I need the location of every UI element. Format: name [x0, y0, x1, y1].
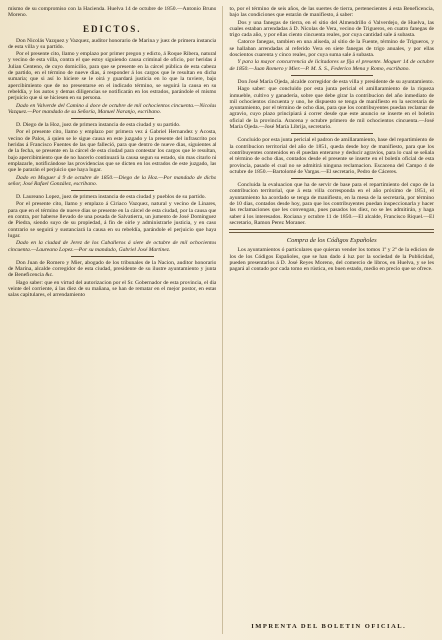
edict-4-body: Hago saber: que en virtud del autorizacion por el Sr. Gobernador de esta provincia, el dia veinte del corriente, á las diez de su mañana, se han de rematar en el mejor postor, en estas salas capitulares, el arrendamiento: [8, 279, 217, 299]
edict-2-signature: Dado en Moguer á 9 de octubre de 1850.—Diego de la Hoz.—Por mandado de dicho señor, José Rafael González, escribano.: [8, 174, 217, 187]
left-column: [8, 6, 216, 634]
divider: [291, 178, 373, 179]
edict-2-header: D. Diego de la Hoz, juez de primera instancia de esta ciudad y su partido.: [16, 122, 181, 129]
divider: [71, 190, 154, 191]
auction-lot-2: Catorce fanegas, tambien en una aliseda, al sitio de la Fuente, término de Trigueros, y se hallaban arrendadas al referido Vera en siete fanegas de trigo anuales, y por ellas doscientos cuarenta y cinco reales, por cuya suma sale á subasta.: [229, 39, 434, 59]
edict-1-body: Por el presente cito, llamo y emplazo por primer pregon y edicto, á Roque Ribera, natural y vecino de esta villa, contra el que estoy siguiendo causa criminal de oficio, por heridas á Julian Centeno, de cuyo domicilio, para que se presente en la cárcel pública de esta cabeza de partido, en el término de nueve dias, á responder á los cargos que le resultan en dicha sumaria; que si así lo hiciere se le oirá y guardará justicia en lo que la tuviere, bajo apercibimiento que de no presentarse en el indicado término, se seguirá la causa en su rebeldía, y los autos y demas diligencias se notificarán en los estrados, parándole el mismo perjuicio que si se hiciesen en su persona.: [8, 51, 217, 102]
imprint-line: IMPRENTA DEL BOLETIN OFICIAL.: [251, 623, 407, 630]
closing-notice: mismo de su compromiso con la Hacienda. Huelva 14 de octubre de 1850.—Antonio Bruno Moreno.: [8, 6, 217, 19]
divider: [71, 118, 154, 119]
edict-2-body: Por el presente cito, llamo y emplazo por primera vez á Gabriel Hernandez y Acosta, vecino de Palos, á quien se le sigue causa en este juzgado y la presente del infrascrito por heridas á Francisco Fuentes de las que falleció, para que dentro de nueve dias, siguientes al de la fecha, se presente en la cárcel de esta ciudad para contestar los cargos que le resultan, bajo apercibimiento que de no hacerlo continuará la causa segun su estado, sin mas citarlo ni emplazarle, notificándose las providencias que se dicten en los estrados de este juzgado, las que le pararán el perjuicio que haya lugar.: [8, 129, 217, 174]
codigos-notice: Los ayuntamientos ó particulares que quieran vender los tomos 1º y 2º de la edicion de los de los Códigos Españoles, que se han dado á luz por la sociedad de la Publicidad, pueden presentarlos á D. José Reyes Moreno, del comercio de libros, en Huelva, y se les pagará al contado por cada tomo en rústica, en buen estado, medio en precio que se ofrece.: [229, 247, 434, 273]
divider: [291, 75, 373, 76]
auction-continuation: to, por el término de seis años, de las suertes de tierra, pertenecientes á esta Beneficencia, bajo las condiciones que estarán de manifiesto, á saber:: [229, 6, 434, 19]
edict-1-header: Don Nicolás Vazquez y Vazquez, auditor honorario de Marina y juez de primera instancia de esta villa y su partido.: [8, 37, 217, 50]
notice-ojeda-body: Hago saber: que concluido por esta junta pericial el amillaramiento de la riqueza inmueble, cultivo y ganadería, sobre que debe girar la contribucion del año inmediato de mil ochocientos cincuenta y uno, he dispuesto se tenga de manifiesto en la secretaría de ayuntamiento, por el término de ocho dias, para que los contribuyentes puedan reclamar de agravio, cuyo plazo principiará á correr desde que este anuncio se inserte en el boletin oficial de la provincia. Aracena y octubre primero de mil ochocientos cincuenta.—José María Ojeda.—José María Librija, secretario.: [229, 86, 434, 131]
notice-rociana-body: Concluida la evaluacion que ha de servir de base para el repartimiento del cupo de la contribucion territorial, que á esta villa corresponda en el año próximo de 1851, el ayuntamiento ha acordado se tenga de manifiesto, en la mesa de la secretaría, por término de 10 dias, contados desde hoy, para que los contribuyentes puedan inspeccionarla y hacer las reclamaciones que les convengan, pues pasados los diez, no se les admitirán, y haga saber á los interesados. Rociana y octubre 11 de 1850.—El alcalde, Francisco Riquel.—El secretario, Ramon Perez Moraner.: [229, 182, 434, 226]
edict-3-header: D. Laureano Lopez, juez de primera instancia de esta ciudad y pueblos de su partido.: [16, 194, 206, 201]
edict-3-body: Por el presente cito, llamo y emplazo á Ciriaco Vazquez, natural y vecino de Linares, para que en el término de nueve dias se presente en la cárcel de esta ciudad, por la causa que en contra, por haberse llevado de una posada de Salvatierra, un jumento de José Domínguez de Piedra, siendo suyo de su propiedad, á fin de oírle y administrarle justicia, y en caso contrario se seguirá y sustanciará la causa en su rebeldía, parándole el perjuicio que haya lugar.: [8, 201, 217, 239]
divider: [71, 256, 154, 257]
auction-lot-1: Dos y una fanegas de tierra, en el sitio del Almendrillo ó Valverdejo, de Huelva, las cuales estaban arrendadas á D. Nicolas de Vera, vecino de Trigueros, en cuatro fanegas de trigo cada año, y por ellas ciento cincuenta reales, por cuya cantidad sale á subasta.: [229, 19, 434, 39]
section-title-codigos: Compra de los Códigos Españoles: [286, 237, 377, 245]
edict-1-signature: Dado en Valverde del Camino á doce de octubre de mil ochocientos cincuenta.—Nicolas Vazquez.—Por mandado de su Señoría, Manuel Naranjo, escribano.: [8, 102, 217, 115]
divider: [291, 133, 373, 134]
notice-escacena-body: Concluido por esta junta pericial el padron de amillaramiento, base del repartimiento de la contribucion territorial del año de 1851, queda desde hoy de manifiesto, para que los contribuyentes contenidos en él puedan enterarse y deducir agravios, para lo cual se señala el término de ocho dias, contados desde el presente se inserte en el boletín oficial de esta provincia, pasado el cual no se admitirá ninguna reclamacion. Escacena del Campo 4 de octubre de 1850.—Bartolomé de Vargas.—El secretario, Pedro de Cáceres.: [229, 137, 434, 175]
notice-ojeda-header: Don José María Ojeda, alcalde corregidor de esta villa y presidente de su ayuntamiento.: [237, 78, 434, 85]
double-rule: [229, 229, 434, 233]
right-column: [222, 6, 434, 634]
edict-3-signature: Dado en la ciudad de Jerez de los Caballeros á siete de octubre de mil ochocientos cincuenta.—Laureano Lopez.—Por su mandado, Gabriel José Martinez.: [8, 240, 217, 253]
section-heading-edictos: EDICTOS.: [82, 23, 142, 34]
auction-signature: Y para la mayor concurrencia de licitadores se fija el presente. Moguer 14 de octubre de 1850.—Juan Romero y Mier.—P. M. S. S., Federico Mena y Romo, escribano.: [229, 59, 434, 72]
columns: [8, 6, 434, 634]
edict-4-header: Don Juan de Romero y Mier, abogado de los tribunales de la Nacion, auditor honorario de Marina, alcalde corregidor de esta ciudad, presidente de su ilustre ayuntamiento y junta de Beneficencia &c.: [8, 259, 217, 279]
